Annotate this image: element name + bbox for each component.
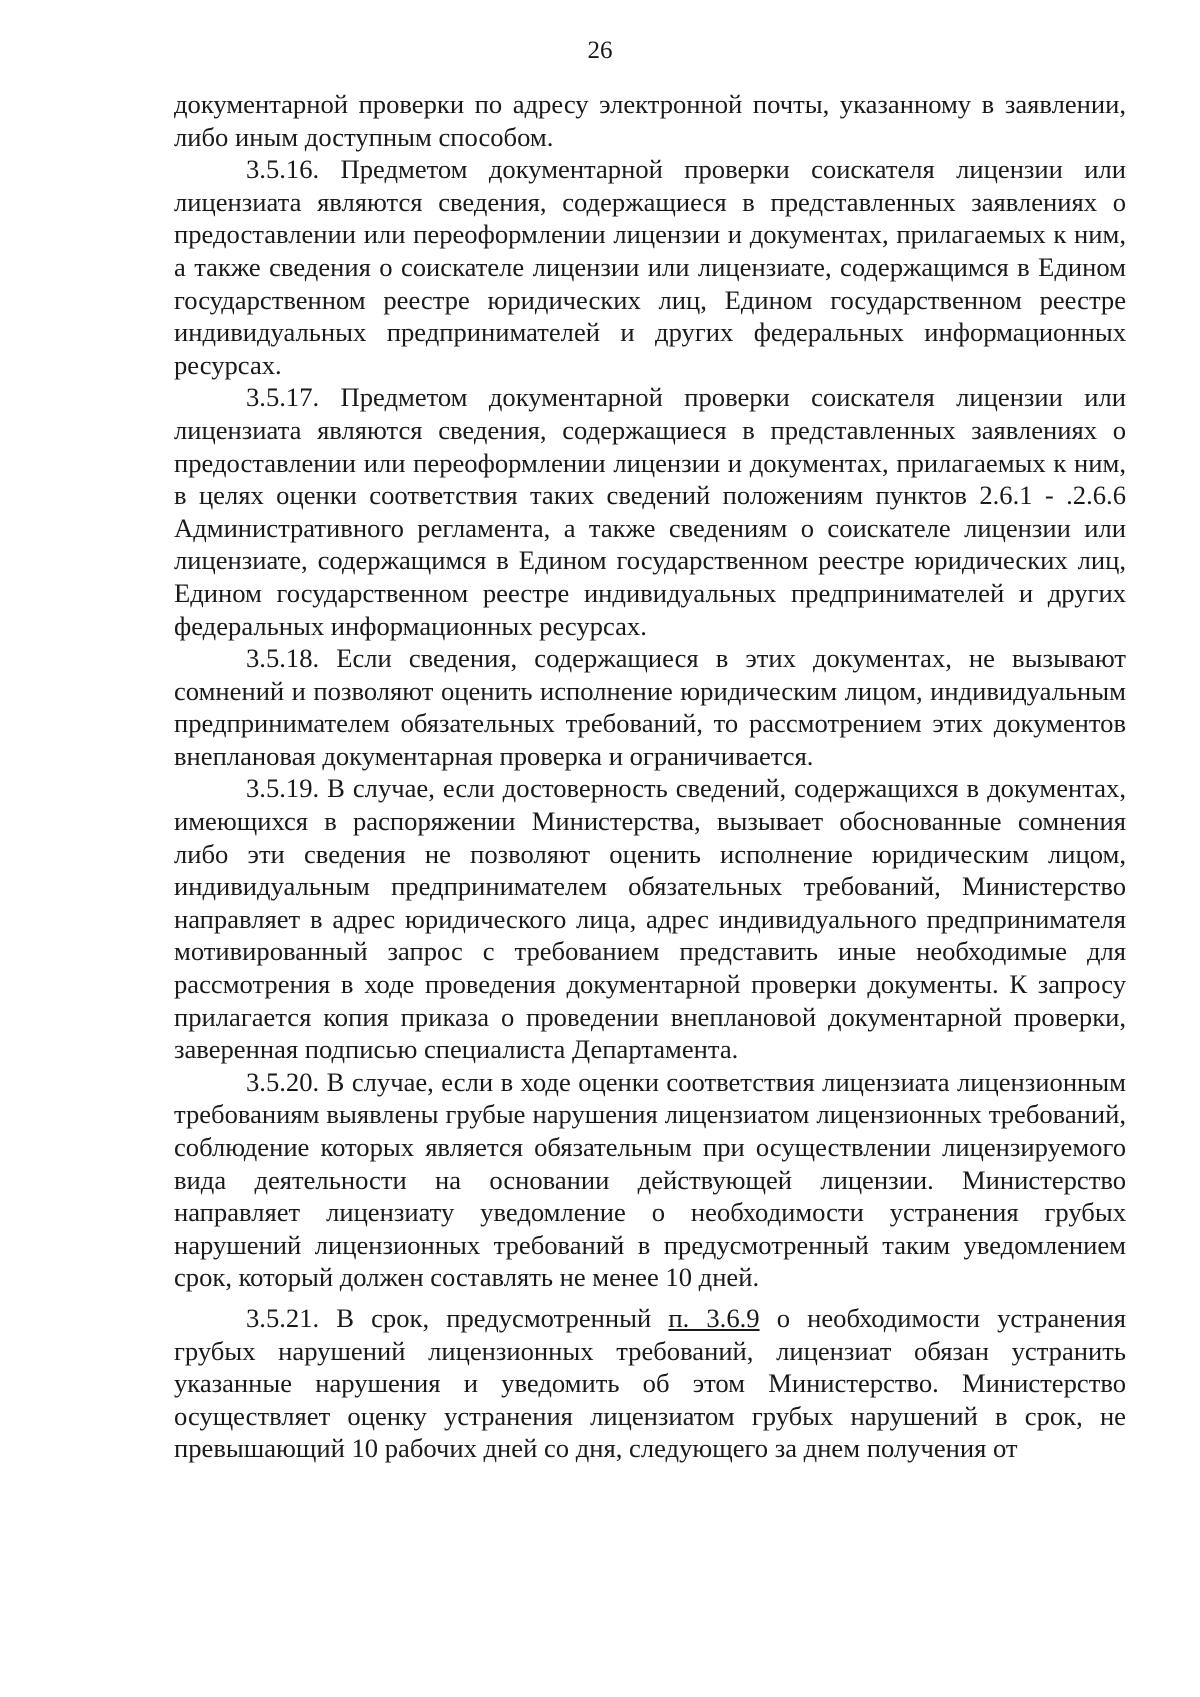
document-body (174, 88, 1126, 1465)
paragraph-3-5-16: 3.5.16. Предметом документарной проверки соискателя лицензии или лицензиата являются сведения, содержащиеся в представленных заявлениях о предоставлении или переоформлении лицензии и документах, прилагаемых к ним, а также сведения о соискателе лицензии или лицензиате, содержащимся в Едином государственном реестре юридических лиц, Едином государственном реестре индивидуальных предпринимателей и других федеральных информационных ресурсах. (174, 154, 1126, 380)
paragraph-3-5-21-lead: 3.5.21. В срок, предусмотренный (246, 1302, 669, 1333)
reference-link-3-6-9[interactable]: п. 3.6.9 (668, 1302, 760, 1333)
paragraph-3-5-19: 3.5.19. В случае, если достоверность сведений, содержащихся в документах, имеющихся в распоряжении Министерства, вызывает обоснованные сомнения либо эти сведения не позволяют оценить исполнение юридическим лицом, индивидуальным предпринимателем обязательных требований, Министерство направляет в адрес юридического лица, адрес индивидуального предпринимателя мотивированный запрос с требованием представить иные необходимые для рассмотрения в ходе проведения документарной проверки документы. К запросу прилагается копия приказа о проведении внеплановой документарной проверки, заверенная подписью специалиста Департамента. (174, 773, 1126, 1065)
paragraph-3-5-20: 3.5.20. В случае, если в ходе оценки соответствия лицензиата лицензионным требованиям выявлены грубые нарушения лицензиатом лицензионных требований, соблюдение которых является обязательным при осуществлении лицензируемого вида деятельности на основании действующей лицензии. Министерство направляет лицензиату уведомление о необходимости устранения грубых нарушений лицензионных требований в предусмотренный таким уведомлением срок, который должен составлять не менее 10 дней. (174, 1066, 1126, 1293)
paragraph-3-5-18: 3.5.18. Если сведения, содержащиеся в этих документах, не вызывают сомнений и позволяют оценить исполнение юридическим лицом, индивидуальным предпринимателем обязательных требований, то рассмотрением этих документов внеплановая документарная проверка и ограничивается. (174, 643, 1126, 771)
page-number: 26 (587, 37, 613, 64)
paragraph-continuation: документарной проверки по адресу электронной почты, указанному в заявлении, либо иным доступным способом. (174, 89, 1126, 152)
paragraph-3-5-21 (174, 1302, 1126, 1465)
paragraph-3-5-21-rest: о необходимости устранения грубых нарушений лицензионных требований, лицензиат обязан устранить указанные нарушения и уведомить об этом Министерство. Министерство осуществляет оценку устранения лицензиатом грубых нарушений в срок, не превышающий 10 рабочих дней со дня, следующего за днем получения от (174, 1302, 1126, 1464)
paragraph-3-5-17: 3.5.17. Предметом документарной проверки соискателя лицензии или лицензиата являются сведения, содержащиеся в представленных заявлениях о предоставлении или переоформлении лицензии и документах, прилагаемых к ним, в целях оценки соответствия таких сведений положениям пунктов 2.6.1 - .2.6.6 Административного регламента, а также сведениям о соискателе лицензии или лицензиате, содержащимся в Едином государственном реестре юридических лиц, Едином государственном реестре индивидуальных предпринимателей и других федеральных информационных ресурсах. (174, 382, 1126, 641)
